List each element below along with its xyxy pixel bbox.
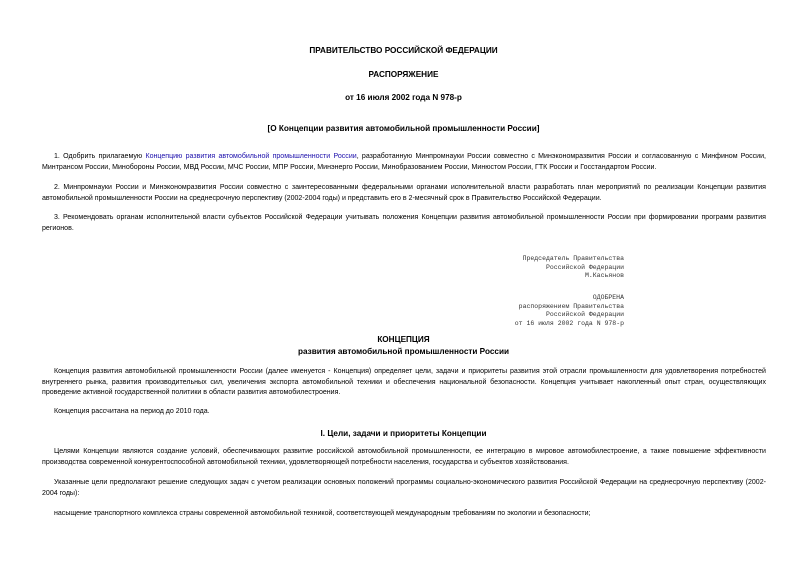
paragraph-1-suffix: , разработанную Минпромнауки России совместно с Минэкономразвития России и согласованную с Минфином России, Минтрансом России, Минобороны России, МВД России, МЧС России, МПР России, Минэнерго России, Минобразованием России, Минюстом России, ГТК России и Госстандартом России. (42, 153, 766, 171)
signature-line-1: Председатель Правительства (522, 255, 624, 262)
section-1-heading: I. Цели, задачи и приоритеты Концепции (320, 429, 487, 438)
approval-line-1: ОДОБРЕНА (592, 294, 624, 301)
paragraph-3: 3. Рекомендовать органам исполнительной власти субъектов Российской Федерации учитывать положения Концепции развития автомобильной промышленности России при формировании программ развития регионов. (42, 214, 766, 232)
signature-block (430, 255, 624, 281)
approval-line-3: Российской Федерации (545, 311, 624, 319)
section-1-tasks: Указанные цели предполагают решение следующих задач с учетом реализации основных положений программы социально-экономического развития Российской Федерации на среднесрочную перспективу (2002-2004 годы): (42, 479, 766, 497)
government-title: ПРАВИТЕЛЬСТВО РОССИЙСКОЙ ФЕДЕРАЦИИ (309, 46, 498, 55)
signature-line-3: М.Касьянов (584, 272, 624, 280)
section-1-goals: Целями Концепции являются создание условий, обеспечивающих развитие российской автомобильной промышленности, ее интеграцию в мировое автомобилестроение, а также повышение эффективности производства современной конкурентоспособной автомобильной техники, удовлетворяющей потребности населения, государства и субъектов хозяйствования. (42, 448, 766, 466)
concept-intro: Концепция развития автомобильной промышленности России (далее именуется - Концепция) определяет цели, задачи и приоритеты развития этой отрасли промышленности для удовлетворения потребностей внутреннего рынка, развития производительных сил, увеличения экспорта автомобильной техники и обеспечения национальной безопасности. Концепция учитывает накопленный опыт стран, осуществляющих проведение активной государственной политики в области развития автомобилестроения. (42, 368, 766, 397)
approval-line-2: распоряжением Правительства (518, 302, 624, 310)
concept-title: КОНЦЕПЦИЯ (377, 335, 430, 344)
approval-block (430, 294, 624, 328)
concept-link[interactable]: Концепцию развития автомобильной промышленности России (145, 153, 357, 160)
paragraph-1-prefix: 1. Одобрить прилагаемую (54, 153, 146, 160)
document-type: РАСПОРЯЖЕНИЕ (368, 70, 439, 79)
signature-line-2: Российской Федерации (545, 263, 624, 271)
section-1-task-1: насыщение транспортного комплекса страны современной автомобильной техникой, соответствующей международным требованиям по экологии и безопасности; (54, 510, 591, 517)
paragraph-2: 2. Минпромнауки России и Минэкономразвития России совместно с заинтересованными федеральными органами исполнительной власти разработать план мероприятий по реализации Концепции развития автомобильной промышленности России на среднесрочную перспективу (2002-2004 годы) и представить его в 2-месячный срок в Правительство Российской Федерации. (42, 184, 766, 202)
approval-line-4: от 16 июля 2002 года N 978-р (514, 319, 624, 327)
document-subject: [О Концепции развития автомобильной промышленности России] (267, 124, 540, 133)
paragraph-1 (42, 152, 766, 173)
concept-subtitle: развития автомобильной промышленности России (297, 347, 510, 356)
document-date-number: от 16 июля 2002 года N 978-р (345, 93, 462, 102)
concept-period: Концепция рассчитана на период до 2010 года. (54, 408, 210, 415)
